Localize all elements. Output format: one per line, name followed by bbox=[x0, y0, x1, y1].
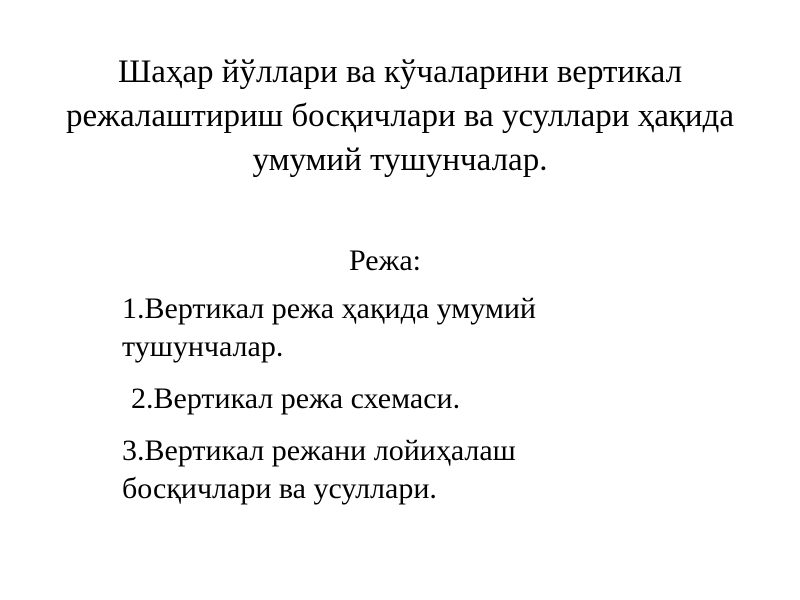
plan-list bbox=[122, 290, 722, 522]
title-line: режалаштириш босқичлари ва усуллари ҳақида bbox=[66, 98, 734, 134]
title-line: умумий тушунчалар. bbox=[252, 142, 548, 178]
plan-item-line: 3.Вертикал режани лойиҳалаш bbox=[122, 434, 516, 467]
plan-item-line: тушунчалар. bbox=[122, 330, 284, 363]
title-line: Шаҳар йўллари ва кўчаларини вертикал bbox=[117, 54, 683, 90]
slide-title bbox=[20, 50, 780, 182]
plan-heading: Режа: bbox=[349, 244, 421, 277]
plan-item bbox=[122, 290, 722, 366]
plan-item bbox=[122, 380, 722, 418]
plan-item-line: 1.Вертикал режа ҳақида умумий bbox=[122, 292, 536, 325]
plan-item bbox=[122, 432, 722, 508]
plan-item-line: 2.Вертикал режа схемаси. bbox=[131, 382, 461, 415]
plan-item-line: босқичлари ва усуллари. bbox=[122, 472, 437, 505]
